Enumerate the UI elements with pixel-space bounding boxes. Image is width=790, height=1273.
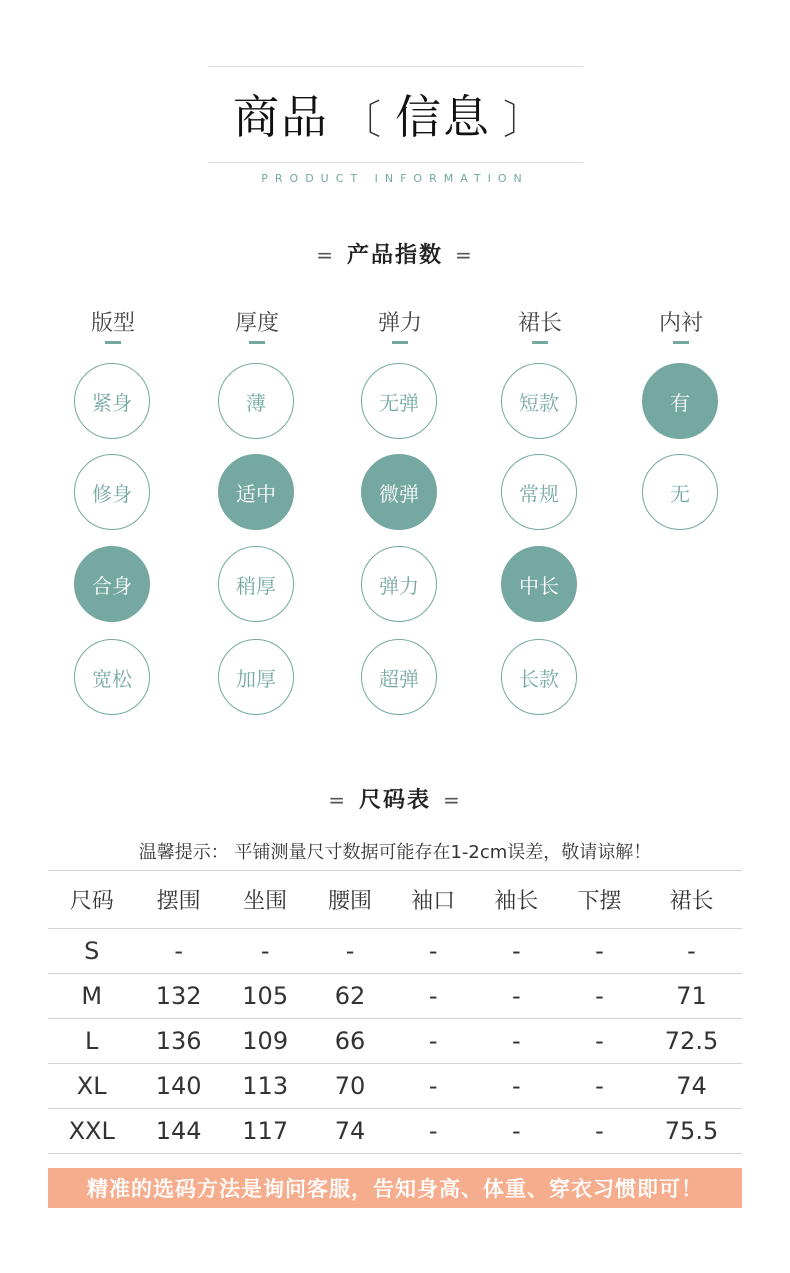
index-title: 产品指数 xyxy=(346,243,443,268)
table-cell: - xyxy=(428,937,438,965)
index-option: 紧身 xyxy=(74,363,150,439)
table-cell: 71 xyxy=(676,982,707,1010)
index-option: 薄 xyxy=(218,363,294,439)
index-option-selected: 有 xyxy=(642,363,718,439)
size-table xyxy=(48,870,742,1154)
table-body xyxy=(48,929,742,1154)
table-cell: - xyxy=(687,937,696,965)
index-option-selected: 合身 xyxy=(74,546,150,622)
size-label-cell: XXL xyxy=(68,1117,115,1145)
index-column-label: 版型 xyxy=(90,311,135,336)
index-option: 无弹 xyxy=(361,363,437,439)
bracket-close: 〕 xyxy=(503,97,545,143)
table-header-cell: 袖长 xyxy=(494,889,539,914)
index-option: 弹力 xyxy=(361,546,437,622)
header-top-rule xyxy=(208,66,583,67)
table-header-row xyxy=(48,871,742,929)
table-header-cell: 裙长 xyxy=(669,889,714,914)
title-right: 信息 xyxy=(395,90,491,144)
table-cell: - xyxy=(428,982,438,1010)
table-row xyxy=(48,974,742,1019)
index-option: 稍厚 xyxy=(218,546,294,622)
table-header-cell: 腰围 xyxy=(328,889,373,914)
size-label-cell: S xyxy=(84,937,100,965)
table-row xyxy=(48,1109,742,1154)
table-cell: 140 xyxy=(155,1072,202,1100)
table-cell: 117 xyxy=(242,1117,289,1145)
table-cell: - xyxy=(428,1027,438,1055)
table-cell: - xyxy=(511,1027,521,1055)
size-advice-banner: 精准的选码方法是询问客服，告知身高、体重、穿衣习惯即可！ xyxy=(48,1168,742,1208)
table-cell: 74 xyxy=(676,1072,707,1100)
index-option: 无 xyxy=(642,454,718,530)
table-cell: - xyxy=(595,982,604,1010)
page-title xyxy=(0,82,790,155)
table-row xyxy=(48,1019,742,1064)
table-cell: 105 xyxy=(242,982,289,1010)
header-bottom-rule xyxy=(208,162,583,163)
index-option: 加厚 xyxy=(218,639,294,715)
table-header-cell: 坐围 xyxy=(243,889,288,914)
table-cell: - xyxy=(511,937,521,965)
table-cell: - xyxy=(595,1072,604,1100)
size-label-cell: L xyxy=(85,1027,99,1055)
table-cell: - xyxy=(595,1027,604,1055)
table-cell: 72.5 xyxy=(664,1027,719,1055)
table-cell: 144 xyxy=(155,1117,202,1145)
index-option-selected: 微弹 xyxy=(361,454,437,530)
table-row xyxy=(48,1064,742,1109)
table-header-cell: 尺码 xyxy=(69,889,114,914)
table-cell: 75.5 xyxy=(664,1117,719,1145)
table-cell: - xyxy=(260,937,270,965)
index-option: 长款 xyxy=(501,639,577,715)
index-option: 修身 xyxy=(74,454,150,530)
table-cell: 113 xyxy=(242,1072,289,1100)
measurement-tip: 温馨提示： 平铺测量尺寸数据可能存在1-2cm误差，敬请谅解！ xyxy=(138,842,652,863)
index-column-label: 内衬 xyxy=(658,311,703,336)
table-header-cell: 下摆 xyxy=(577,889,622,914)
size-label-cell: XL xyxy=(76,1072,107,1100)
index-option-selected: 适中 xyxy=(218,454,294,530)
index-option: 宽松 xyxy=(74,639,150,715)
index-column-underline xyxy=(392,341,408,344)
table-cell: 109 xyxy=(242,1027,289,1055)
table-cell: - xyxy=(595,1117,604,1145)
index-option: 短款 xyxy=(501,363,577,439)
table-cell: - xyxy=(345,937,355,965)
heading-eq-left: = xyxy=(316,243,335,267)
table-cell: 66 xyxy=(334,1027,366,1055)
index-column-label: 裙长 xyxy=(517,311,562,336)
size-label-cell: M xyxy=(81,982,103,1010)
table-cell: - xyxy=(511,982,521,1010)
table-row xyxy=(48,929,742,974)
index-option: 超弹 xyxy=(361,639,437,715)
table-cell: - xyxy=(428,1117,438,1145)
heading-eq-right: = xyxy=(455,243,474,267)
index-column-label: 厚度 xyxy=(234,311,279,336)
index-column-underline xyxy=(249,341,265,344)
size-title: 尺码表 xyxy=(358,788,431,813)
table-cell: 74 xyxy=(334,1117,366,1145)
index-heading xyxy=(0,238,790,269)
heading-eq-right: = xyxy=(443,788,462,812)
index-column-underline xyxy=(532,341,548,344)
heading-eq-left: = xyxy=(328,788,347,812)
table-cell: 62 xyxy=(334,982,366,1010)
index-option-selected: 中长 xyxy=(501,546,577,622)
table-cell: 132 xyxy=(155,982,202,1010)
index-column-underline xyxy=(673,341,689,344)
table-header-cell: 袖口 xyxy=(411,889,456,914)
index-column-label: 弹力 xyxy=(377,311,422,336)
table-cell: - xyxy=(174,937,183,965)
page-subtitle: PRODUCT INFORMATION xyxy=(261,172,529,185)
table-cell: - xyxy=(595,937,604,965)
table-cell: - xyxy=(511,1072,521,1100)
index-option: 常规 xyxy=(501,454,577,530)
table-cell: 70 xyxy=(334,1072,366,1100)
table-cell: - xyxy=(428,1072,438,1100)
table-header-cell: 摆围 xyxy=(156,889,201,914)
table-cell: - xyxy=(511,1117,521,1145)
table-cell: 136 xyxy=(155,1027,202,1055)
size-heading xyxy=(0,783,790,814)
bracket-open: 〔 xyxy=(341,97,383,143)
title-left: 商品 xyxy=(233,90,329,144)
index-column-underline xyxy=(105,341,121,344)
